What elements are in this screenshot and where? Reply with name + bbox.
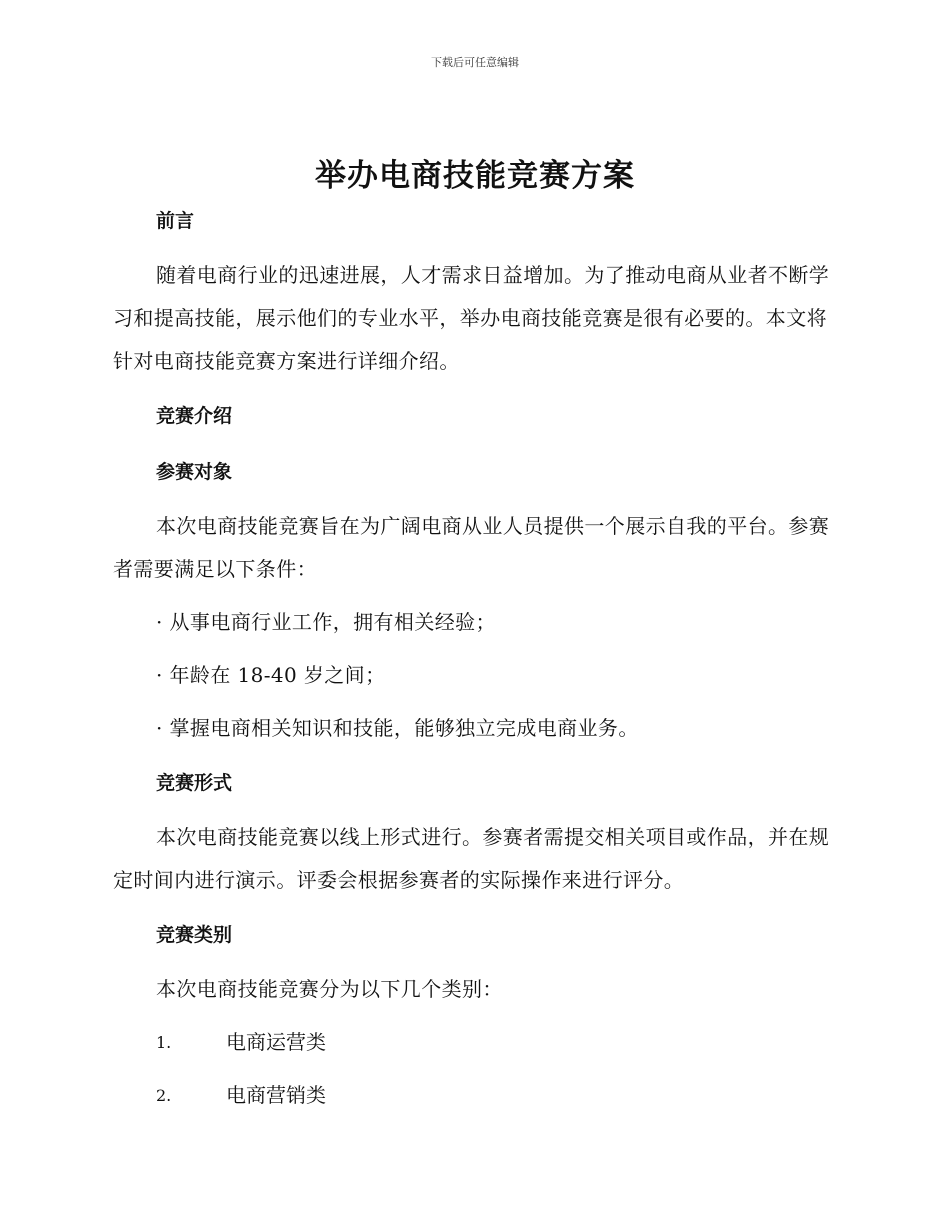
category-heading: 竞赛类别 bbox=[156, 924, 233, 946]
page-header-note: 下载后可任意编辑 bbox=[431, 56, 519, 69]
condition-item: · 年龄在 18-40 岁之间； bbox=[156, 663, 386, 687]
preface-paragraph: 随着电商行业的迅速进展，人才需求日益增加。为了推动电商从业者不断学习和提高技能，展示他们的专业水平，举办电商技能竞赛是很有必要的。本文将针对电商技能竞赛方案进行详细介绍。 bbox=[113, 263, 830, 373]
document-title: 举办电商技能竞赛方案 bbox=[315, 158, 635, 194]
participants-heading: 参赛对象 bbox=[156, 461, 233, 483]
participants-paragraph: 本次电商技能竞赛旨在为广阔电商从业人员提供一个展示自我的平台。参赛者需要满足以下条件： bbox=[113, 514, 830, 581]
category-list-item bbox=[156, 1074, 835, 1117]
category-paragraph: 本次电商技能竞赛分为以下几个类别： bbox=[156, 977, 503, 1001]
list-label: 电商营销类 bbox=[226, 1083, 326, 1107]
document-body bbox=[113, 198, 835, 1117]
format-paragraph: 本次电商技能竞赛以线上形式进行。参赛者需提交相关项目或作品，并在规定时间内进行演示。评委会根据参赛者的实际操作来进行评分。 bbox=[113, 825, 830, 892]
category-list-item bbox=[156, 1021, 835, 1064]
list-number: 1. bbox=[156, 1033, 172, 1052]
list-number: 2. bbox=[156, 1086, 172, 1105]
preface-heading: 前言 bbox=[156, 210, 195, 232]
intro-heading: 竞赛介绍 bbox=[156, 405, 233, 427]
list-label: 电商运营类 bbox=[226, 1030, 326, 1054]
condition-item: · 从事电商行业工作，拥有相关经验； bbox=[156, 610, 496, 634]
condition-item: · 掌握电商相关知识和技能，能够独立完成电商业务。 bbox=[156, 716, 639, 740]
format-heading: 竞赛形式 bbox=[156, 772, 233, 794]
